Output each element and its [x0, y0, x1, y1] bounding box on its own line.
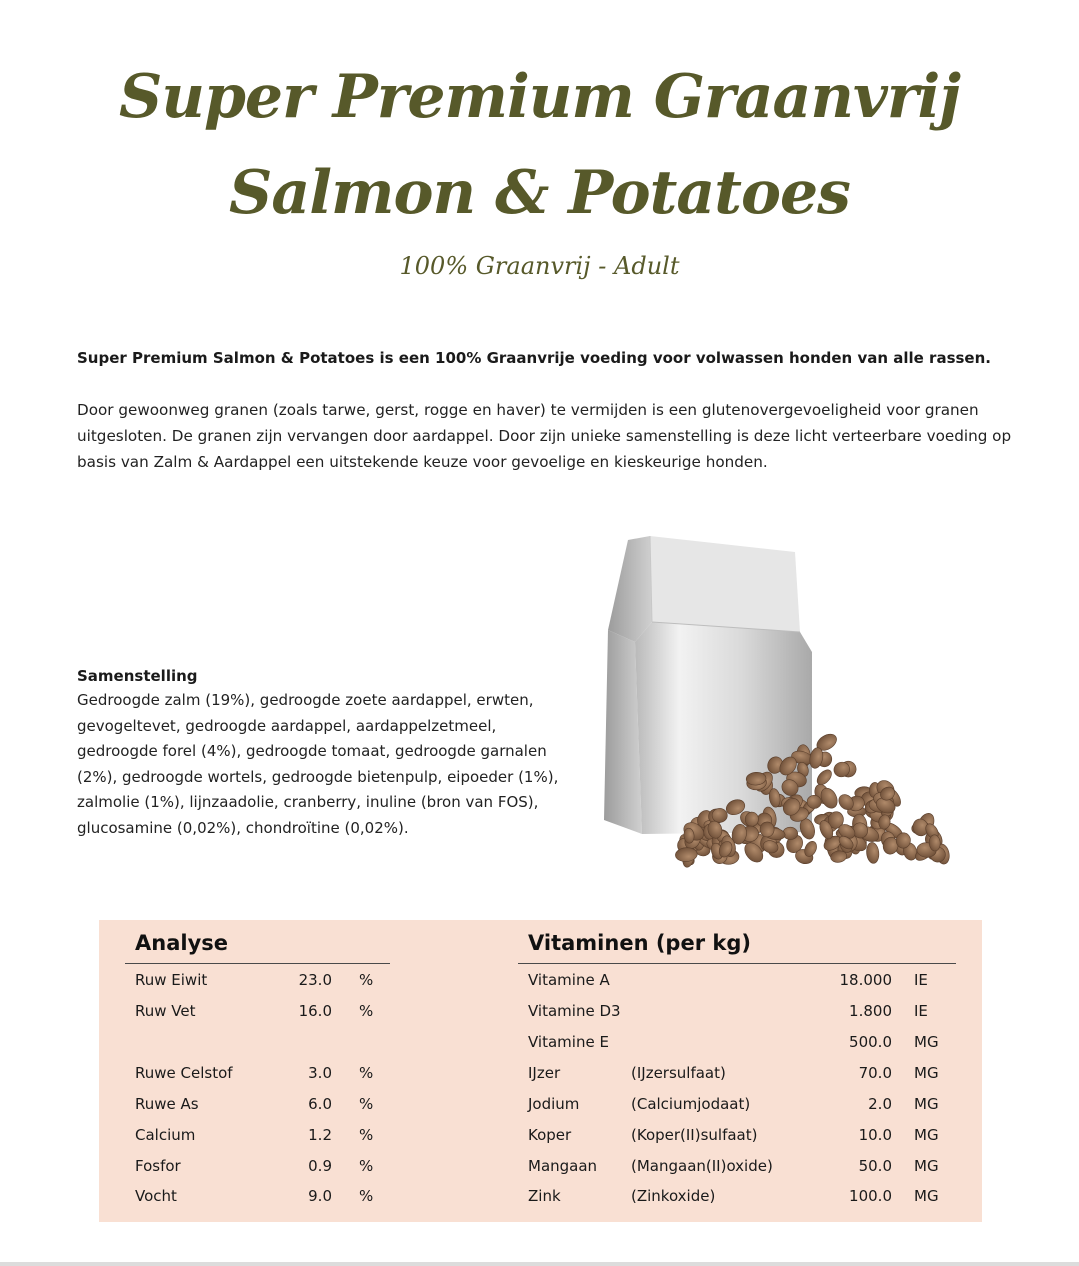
- vitamin-source: (Calciumjodaat): [631, 1095, 751, 1113]
- analysis-name: Calcium: [135, 1126, 196, 1144]
- vitamin-unit: MG: [914, 1095, 939, 1113]
- vitamin-row: [0, 1030, 1079, 1054]
- vitamin-source: (Koper(II)sulfaat): [631, 1126, 758, 1144]
- vitamin-source: (Zinkoxide): [631, 1187, 716, 1205]
- analysis-unit: %: [359, 1126, 374, 1144]
- analysis-value: 3.0: [308, 1064, 332, 1082]
- analysis-unit: %: [359, 1064, 374, 1082]
- product-image: [590, 532, 960, 877]
- vitamin-name: IJzer: [528, 1064, 561, 1082]
- vitamin-row: [0, 1061, 1079, 1085]
- vitamin-name: Zink: [528, 1187, 561, 1205]
- vitamin-value: 70.0: [858, 1064, 892, 1082]
- analysis-unit: %: [359, 971, 374, 989]
- vitamin-source: (Mangaan(II)oxide): [631, 1157, 773, 1175]
- vitamin-name: Koper: [528, 1126, 572, 1144]
- analysis-name: Ruwe Celstof: [135, 1064, 233, 1082]
- analysis-name: Fosfor: [135, 1157, 181, 1175]
- analysis-value: 0.9: [308, 1157, 332, 1175]
- vitamin-unit: MG: [914, 1187, 939, 1205]
- vitamin-source: (IJzersulfaat): [631, 1064, 726, 1082]
- analysis-value: 23.0: [298, 971, 332, 989]
- composition-section: [77, 664, 577, 842]
- vitamin-name: Jodium: [528, 1095, 580, 1113]
- analysis-value: 9.0: [308, 1187, 332, 1205]
- vitamin-value: 50.0: [858, 1157, 892, 1175]
- vitamin-row: [0, 999, 1079, 1023]
- vitamins-rule: [518, 963, 956, 964]
- intro-lead: Super Premium Salmon & Potatoes is een 100% Graanvrije voeding voor volwassen honden van alle rassen.: [77, 349, 991, 367]
- page-subtitle: 100% Graanvrij - Adult: [399, 252, 680, 280]
- vitamin-name: Vitamine E: [528, 1033, 609, 1051]
- page-divider: [0, 1262, 1079, 1266]
- vitamin-row: [0, 1123, 1079, 1147]
- vitamin-value: 18.000: [839, 971, 892, 989]
- vitamin-unit: IE: [914, 971, 928, 989]
- analysis-unit: %: [359, 1187, 374, 1205]
- analysis-rule: [125, 963, 390, 964]
- vitamin-row: [0, 1154, 1079, 1178]
- analysis-title: Analyse: [135, 931, 229, 955]
- analysis-unit: %: [359, 1157, 374, 1175]
- vitamin-row: [0, 1092, 1079, 1116]
- vitamin-name: Vitamine D3: [528, 1002, 621, 1020]
- vitamin-row: [0, 968, 1079, 992]
- intro-body: Door gewoonweg granen (zoals tarwe, gerst, rogge en haver) te vermijden is een glutenovergevoeligheid voor granen uitgesloten. De granen zijn vervangen door aardappel. Door zijn unieke samenstelling is deze licht verteerbare voeding op basis van Zalm & Aardappel een uitstekende keuze voor gevoelige en kieskeurige honden.: [77, 401, 1012, 471]
- vitamin-value: 10.0: [858, 1126, 892, 1144]
- vitamin-name: Vitamine A: [528, 971, 610, 989]
- analysis-value: 6.0: [308, 1095, 332, 1113]
- vitamins-title: Vitaminen (per kg): [528, 931, 751, 955]
- analysis-name: Ruw Eiwit: [135, 971, 208, 989]
- vitamin-unit: MG: [914, 1126, 939, 1144]
- page-title-line2: Salmon & Potatoes: [229, 158, 850, 228]
- vitamin-unit: MG: [914, 1157, 939, 1175]
- analysis-name: Vocht: [135, 1187, 177, 1205]
- page-title-line1: Super Premium Graanvrij: [119, 62, 960, 132]
- vitamin-value: 500.0: [849, 1033, 892, 1051]
- vitamin-unit: IE: [914, 1002, 928, 1020]
- analysis-name: Ruw Vet: [135, 1002, 196, 1020]
- analysis-value: 16.0: [298, 1002, 332, 1020]
- vitamin-unit: MG: [914, 1064, 939, 1082]
- vitamin-name: Mangaan: [528, 1157, 598, 1175]
- vitamin-value: 1.800: [849, 1002, 892, 1020]
- composition-text: Gedroogde zalm (19%), gedroogde zoete aardappel, erwten, gevogeltevet, gedroogde aardappel, aardappelzetmeel, gedroogde forel (4%), gedroogde tomaat, gedroogde garnalen (2%), gedroogde wortels, gedroogde bietenpulp, eipoeder (1%), zalmolie (1%), lijnzaadolie, cranberry, inuline (bron van FOS), glucosamine (0,02%), chondroïtine (0,02%).: [77, 691, 559, 837]
- analysis-value: 1.2: [308, 1126, 332, 1144]
- vitamin-value: 2.0: [868, 1095, 892, 1113]
- composition-title: Samenstelling: [77, 667, 198, 685]
- analysis-unit: %: [359, 1095, 374, 1113]
- vitamin-value: 100.0: [849, 1187, 892, 1205]
- analysis-name: Ruwe As: [135, 1095, 199, 1113]
- bag-icon: [604, 536, 812, 834]
- vitamin-row: [0, 1184, 1079, 1208]
- analysis-unit: %: [359, 1002, 374, 1020]
- vitamin-unit: MG: [914, 1033, 939, 1051]
